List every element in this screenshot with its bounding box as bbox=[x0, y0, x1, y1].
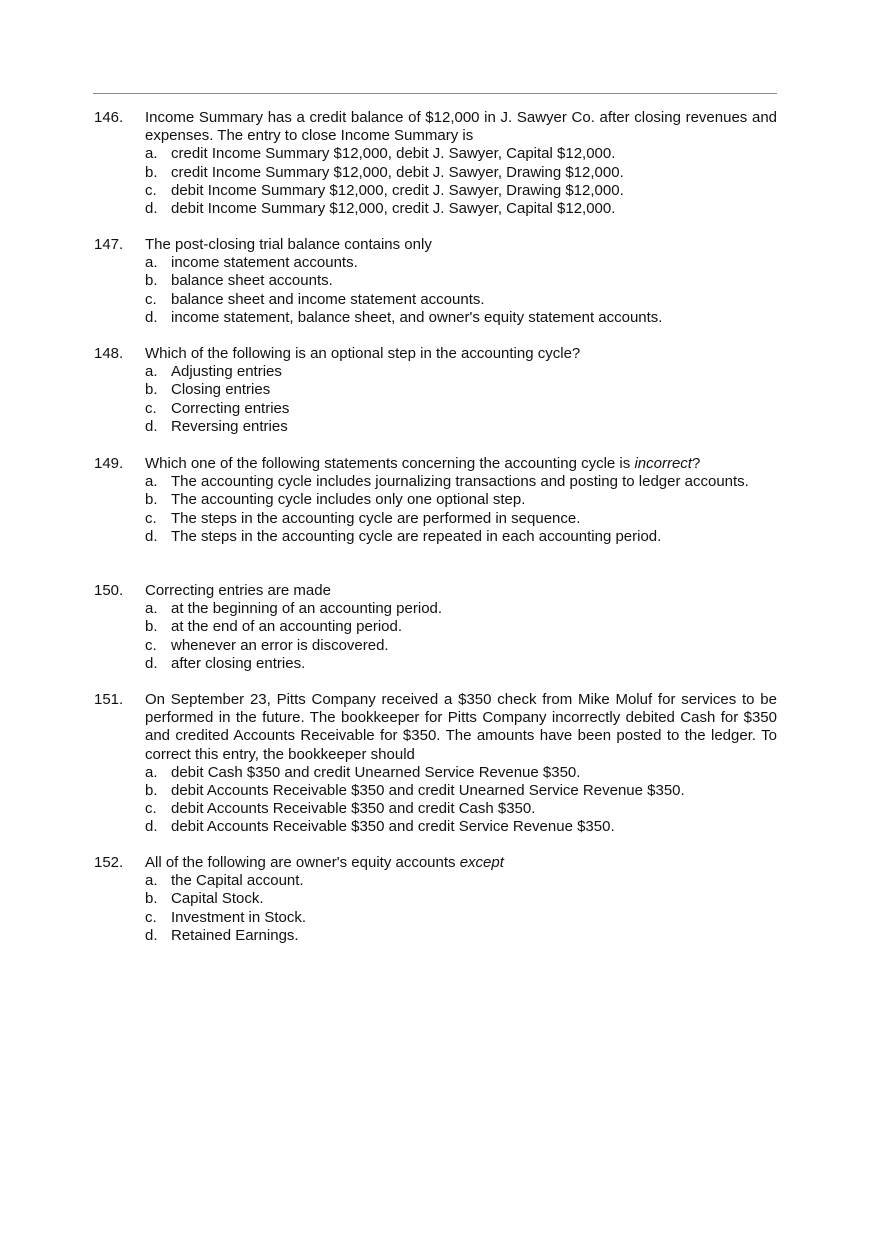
question-stem bbox=[145, 691, 777, 764]
question-number: 148. bbox=[94, 345, 124, 362]
question-number: 149. bbox=[94, 455, 124, 472]
question-number: 151. bbox=[94, 691, 124, 708]
answer-option bbox=[145, 800, 777, 818]
option-letter: b. bbox=[145, 491, 158, 509]
stem-text: The post-closing trial balance contains only bbox=[145, 236, 432, 253]
answer-option bbox=[145, 381, 777, 399]
answer-option bbox=[145, 927, 777, 945]
answer-option bbox=[145, 818, 777, 836]
question-149 bbox=[94, 455, 777, 546]
question-147 bbox=[94, 236, 777, 327]
question-number: 146. bbox=[94, 109, 124, 126]
question-150 bbox=[94, 582, 777, 673]
option-letter: b. bbox=[145, 618, 158, 636]
option-letter: d. bbox=[145, 926, 158, 944]
option-letter: c. bbox=[145, 908, 157, 926]
option-text: Correcting entries bbox=[171, 399, 290, 417]
stem-emphasis: incorrect bbox=[634, 455, 692, 472]
answer-option bbox=[145, 309, 777, 327]
option-letter: b. bbox=[145, 890, 158, 908]
option-text: Capital Stock. bbox=[171, 890, 264, 908]
option-text: Adjusting entries bbox=[171, 363, 282, 381]
option-text: credit Income Summary $12,000, debit J. Sawyer, Capital $12,000. bbox=[171, 145, 616, 163]
option-text: debit Income Summary $12,000, credit J. Sawyer, Capital $12,000. bbox=[171, 200, 616, 218]
option-letter: c. bbox=[145, 509, 157, 527]
option-text: at the end of an accounting period. bbox=[171, 618, 403, 636]
header-rule bbox=[93, 93, 777, 94]
option-text: Closing entries bbox=[171, 381, 271, 399]
stem-text: Which of the following is an optional step in the accounting cycle? bbox=[145, 345, 581, 362]
stem-text: On September 23, Pitts Company received a $350 check from Mike Moluf for services to be performed in the future. The bookkeeper for Pitts Company incorrectly debited Cash for $350 and credited Accounts Receivable for $350. The amounts have been posted to the ledger. To correct this entry, the bookkeeper should bbox=[145, 691, 777, 763]
question-146 bbox=[94, 109, 777, 218]
answer-option bbox=[145, 890, 777, 908]
question-151 bbox=[94, 691, 777, 837]
stem-text: Income Summary has a credit balance of $12,000 in J. Sawyer Co. after closing revenues and expenses. The entry to close Income Summary is bbox=[145, 109, 777, 145]
answer-option bbox=[145, 782, 777, 800]
question-number: 150. bbox=[94, 582, 124, 599]
option-text: Retained Earnings. bbox=[171, 926, 299, 944]
option-text: debit Income Summary $12,000, credit J. Sawyer, Drawing $12,000. bbox=[171, 181, 624, 199]
option-letter: c. bbox=[145, 636, 157, 654]
question-stem bbox=[145, 109, 777, 145]
option-text: whenever an error is discovered. bbox=[171, 636, 389, 654]
answer-option bbox=[145, 418, 777, 436]
answer-option bbox=[145, 200, 777, 218]
option-letter: c. bbox=[145, 399, 157, 417]
question-number: 152. bbox=[94, 854, 124, 871]
option-text: The accounting cycle includes journalizing transactions and posting to ledger accounts. bbox=[171, 473, 749, 491]
answer-option bbox=[145, 764, 777, 782]
option-text: The steps in the accounting cycle are repeated in each accounting period. bbox=[171, 527, 662, 545]
option-letter: d. bbox=[145, 417, 158, 435]
answer-option bbox=[145, 655, 777, 673]
option-letter: d. bbox=[145, 527, 158, 545]
option-letter: a. bbox=[145, 473, 158, 491]
answer-option bbox=[145, 637, 777, 655]
answer-option bbox=[145, 491, 777, 509]
option-letter: d. bbox=[145, 654, 158, 672]
answer-option bbox=[145, 400, 777, 418]
answer-option bbox=[145, 600, 777, 618]
question-stem bbox=[145, 345, 777, 363]
stem-text: Which one of the following statements concerning the accounting cycle is bbox=[145, 455, 635, 472]
question-stem bbox=[145, 236, 777, 254]
option-text: The accounting cycle includes only one optional step. bbox=[171, 491, 526, 509]
option-text: balance sheet accounts. bbox=[171, 272, 333, 290]
option-letter: d. bbox=[145, 818, 158, 836]
option-text: Investment in Stock. bbox=[171, 908, 307, 926]
option-letter: c. bbox=[145, 181, 157, 199]
answer-option bbox=[145, 473, 777, 491]
answer-option bbox=[145, 272, 777, 290]
option-letter: b. bbox=[145, 163, 158, 181]
answer-option bbox=[145, 182, 777, 200]
stem-emphasis: except bbox=[459, 854, 504, 871]
option-letter: a. bbox=[145, 872, 158, 890]
question-stem bbox=[145, 854, 777, 872]
question-number: 147. bbox=[94, 236, 124, 253]
option-letter: c. bbox=[145, 800, 157, 818]
answer-option bbox=[145, 872, 777, 890]
option-text: The steps in the accounting cycle are performed in sequence. bbox=[171, 509, 581, 527]
option-text: debit Accounts Receivable $350 and credit Cash $350. bbox=[171, 800, 536, 818]
question-148 bbox=[94, 345, 777, 436]
option-letter: a. bbox=[145, 145, 158, 163]
question-stem bbox=[145, 582, 777, 600]
stem-end: ? bbox=[691, 455, 701, 472]
answer-option bbox=[145, 254, 777, 272]
option-text: the Capital account. bbox=[171, 872, 304, 890]
option-letter: a. bbox=[145, 600, 158, 618]
option-letter: a. bbox=[145, 363, 158, 381]
answer-option bbox=[145, 145, 777, 163]
stem-text: All of the following are owner's equity accounts bbox=[145, 854, 460, 871]
option-text: balance sheet and income statement accounts. bbox=[171, 290, 485, 308]
option-letter: b. bbox=[145, 272, 158, 290]
option-letter: c. bbox=[145, 290, 157, 308]
answer-option bbox=[145, 510, 777, 528]
option-letter: d. bbox=[145, 308, 158, 326]
option-letter: b. bbox=[145, 782, 158, 800]
answer-option bbox=[145, 909, 777, 927]
answer-option bbox=[145, 618, 777, 636]
option-text: income statement accounts. bbox=[171, 254, 358, 272]
option-letter: d. bbox=[145, 200, 158, 218]
option-text: Reversing entries bbox=[171, 417, 288, 435]
option-letter: b. bbox=[145, 381, 158, 399]
option-text: at the beginning of an accounting period. bbox=[171, 600, 443, 618]
option-letter: a. bbox=[145, 763, 158, 781]
answer-option bbox=[145, 528, 777, 546]
option-text: credit Income Summary $12,000, debit J. Sawyer, Drawing $12,000. bbox=[171, 163, 624, 181]
option-text: debit Accounts Receivable $350 and credit Service Revenue $350. bbox=[171, 818, 615, 836]
answer-option bbox=[145, 291, 777, 309]
question-stem bbox=[145, 455, 777, 473]
option-text: debit Cash $350 and credit Unearned Service Revenue $350. bbox=[171, 763, 581, 781]
option-text: income statement, balance sheet, and owner's equity statement accounts. bbox=[171, 308, 663, 326]
answer-option bbox=[145, 363, 777, 381]
question-152 bbox=[94, 854, 777, 945]
stem-text: Correcting entries are made bbox=[145, 582, 331, 599]
option-letter: a. bbox=[145, 254, 158, 272]
option-text: after closing entries. bbox=[171, 654, 306, 672]
answer-option bbox=[145, 164, 777, 182]
option-text: debit Accounts Receivable $350 and credit Unearned Service Revenue $350. bbox=[171, 782, 685, 800]
